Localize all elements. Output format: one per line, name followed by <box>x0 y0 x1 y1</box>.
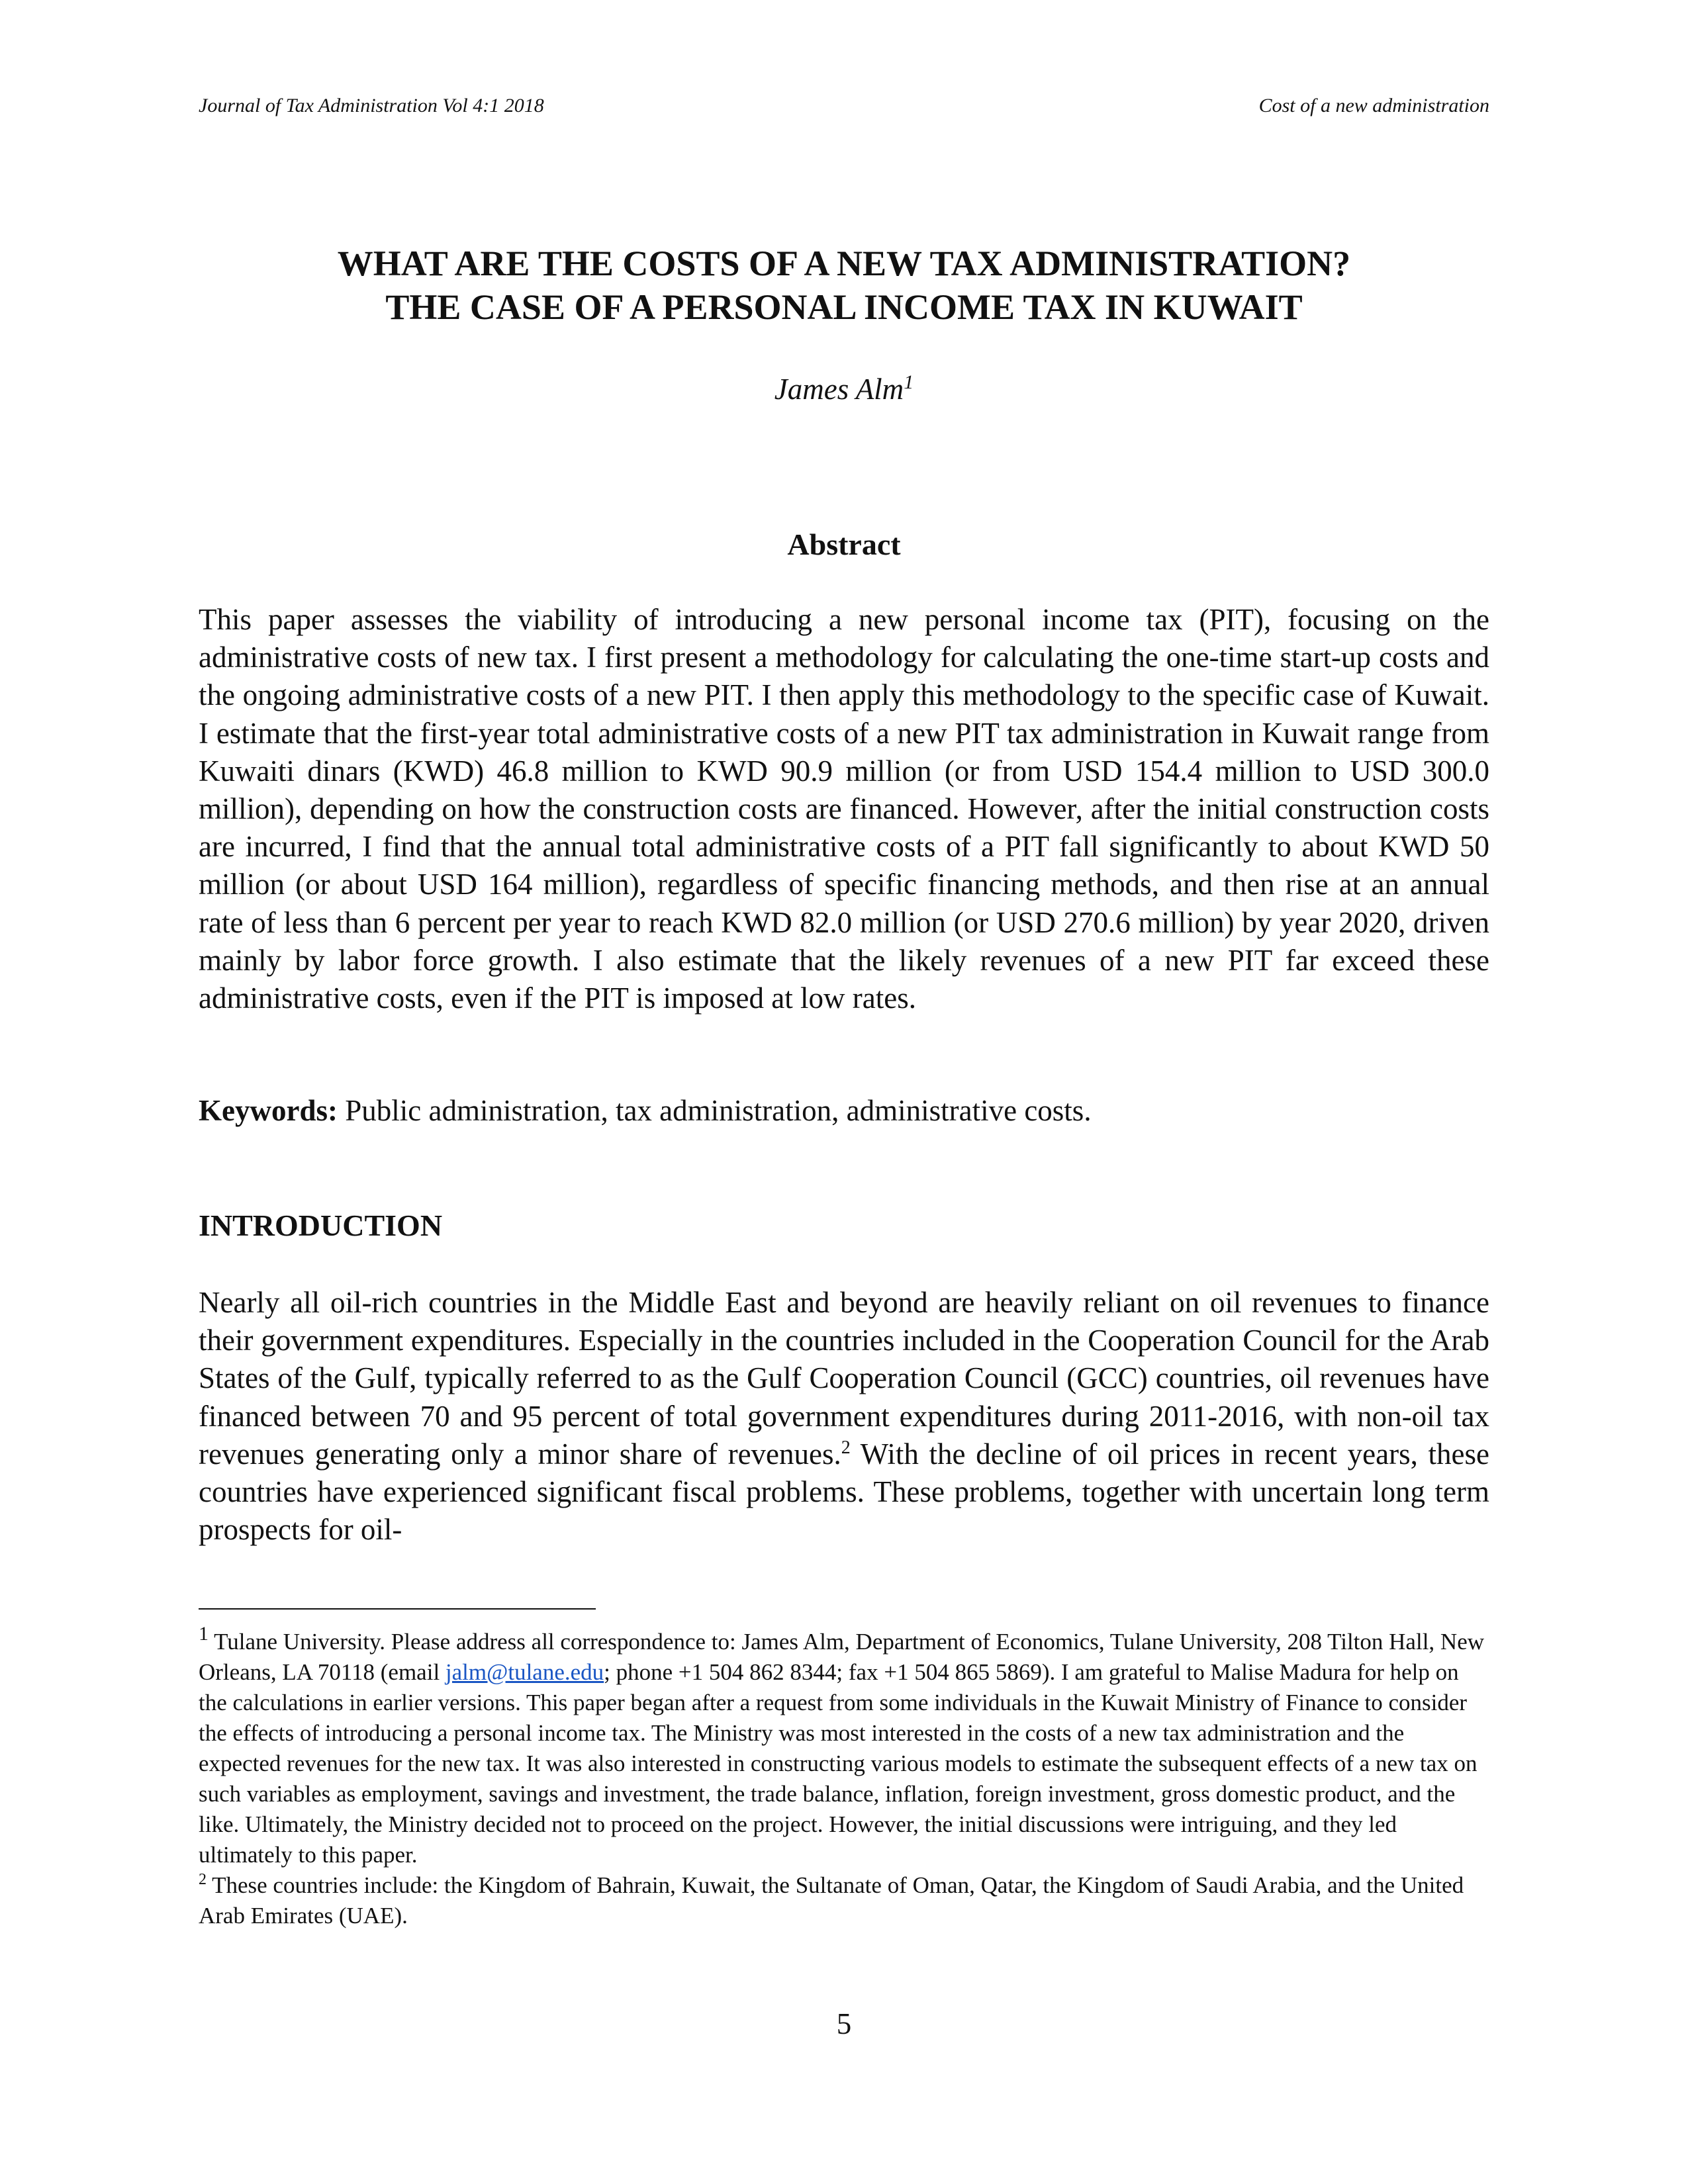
introduction-paragraph <box>199 1284 1489 1549</box>
footnote-2-mark: 2 <box>199 1871 207 1888</box>
paper-title-line-2: THE CASE OF A PERSONAL INCOME TAX IN KUWAIT <box>385 287 1303 327</box>
paper-title-line-1: WHAT ARE THE COSTS OF A NEW TAX ADMINISTRATION? <box>337 244 1351 283</box>
abstract-text: This paper assesses the viability of introducing a new personal income tax (PIT), focusing on the administrative costs of new tax. I first present a methodology for calculating the one-time start-up costs and the ongoing administrative costs of a new PIT. I then apply this methodology to the specific case of Kuwait. I estimate that the first-year total administrative costs of a new PIT tax administration in Kuwait range from Kuwaiti dinars (KWD) 46.8 million to KWD 90.9 million (or from USD 154.4 million to USD 300.0 million), depending on how the construction costs are financed. However, after the initial construction costs are incurred, I find that the annual total administrative costs of a PIT fall significantly to about KWD 50 million (or about USD 164 million), regardless of specific financing methods, and then rise at an annual rate of less than 6 percent per year to reach KWD 82.0 million (or USD 270.6 million) by year 2020, driven mainly by labor force growth. I also estimate that the likely revenues of a new PIT far exceed these administrative costs, even if the PIT is imposed at low rates. <box>199 603 1489 1015</box>
author-email-link[interactable]: jalm@tulane.edu <box>445 1659 604 1685</box>
introduction-footnote-mark[interactable]: 2 <box>841 1437 851 1458</box>
author-name: James Alm <box>774 373 904 406</box>
keywords-text: Public administration, tax administration, administrative costs. <box>337 1094 1092 1127</box>
footnote-2-text: These countries include: the Kingdom of Bahrain, Kuwait, the Sultanate of Oman, Qatar, the Kingdom of Saudi Arabia, and the United Arab Emirates (UAE). <box>199 1872 1464 1929</box>
introduction-text-part-1: Nearly all oil-rich countries in the Middle East and beyond are heavily reliant on oil revenues to finance their government expenditures. Especially in the countries included in the Cooperation Council for the Arab States of the Gulf, typically referred to as the Gulf Cooperation Council (GCC) countries, oil revenues have financed between 70 and 95 percent of total government expenditures during 2011-2016, with non-oil tax revenues generating only a minor share of revenues. <box>199 1286 1489 1471</box>
author-footnote-mark[interactable]: 1 <box>904 371 914 393</box>
introduction-heading: INTRODUCTION <box>199 1208 443 1242</box>
footnote-1-text-b: ; phone +1 504 862 8344; fax +1 504 865 5869). I am grateful to Malise Madura for help on the calculations in earlier versions. This paper began after a request from some individuals in the Kuwait Ministry of Finance to consider the effects of introducing a personal income tax. The Ministry was most interested in the costs of a new tax administration and the expected revenues for the new tax. It was also interested in constructing various models to estimate the subsequent effects of a new tax on such variables as employment, savings and investment, the trade balance, inflation, foreign investment, gross domestic product, and the like. Ultimately, the Ministry decided not to proceed on the project. However, the initial discussions were intriguing, and they led ultimately to this paper. <box>199 1659 1477 1868</box>
footnote-2 <box>199 1870 1489 1931</box>
author-line <box>199 371 1489 408</box>
footnote-1-mark: 1 <box>199 1623 209 1645</box>
keywords-label: Keywords: <box>199 1094 338 1127</box>
page-number: 5 <box>836 2007 852 2040</box>
paper-title <box>199 242 1489 329</box>
footnote-1-text-a: Tulane University. Please address all correspondence to: James Alm, Department of Economics, Tulane University, 208 Tilton Hall, New Orleans, LA 70118 (email <box>199 1629 1484 1685</box>
footnote-divider <box>199 1608 596 1610</box>
running-title: Cost of a new administration <box>1258 95 1489 116</box>
journal-citation: Journal of Tax Administration Vol 4:1 2018 <box>199 95 544 116</box>
footnotes <box>199 1623 1489 1931</box>
abstract-heading: Abstract <box>787 527 901 561</box>
footnote-1 <box>199 1623 1489 1870</box>
keywords-line <box>199 1092 1489 1130</box>
introduction-text-part-2: With the decline of oil prices in recent years, these countries have experienced significant fiscal problems. These problems, together with uncertain long term prospects for oil- <box>199 1437 1489 1547</box>
